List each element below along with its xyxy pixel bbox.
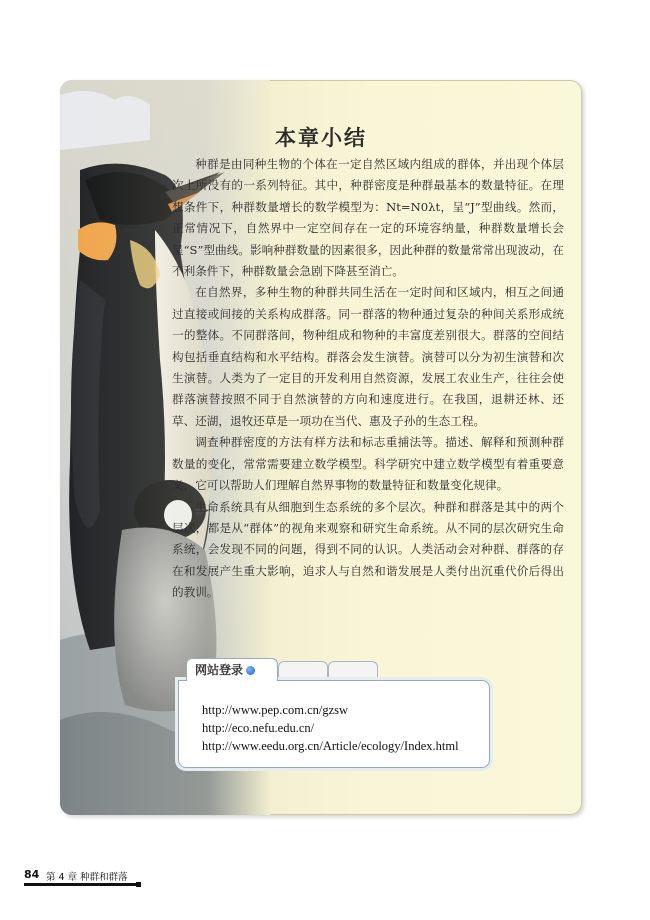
page-footer <box>0 866 650 894</box>
page-number: 84 <box>24 868 40 881</box>
summary-paragraph: 生命系统具有从细胞到生态系统的多个层次。种群和群落是其中的两个层次，都是从“群体”的视角来观察和研究生命系统。从不同的层次研究生命系统，会发现不同的问题，得到不同的认识。人类活动会对种群、群落的存在和发展产生重大影响，追求人与自然和谐发展是人类付出沉重代价后得出的教训。 <box>172 499 564 600</box>
blank-tab <box>278 661 328 681</box>
footer-dot <box>136 882 141 887</box>
website-login-label: 网站登录 <box>195 663 244 677</box>
chapter-label: 第 4 章 种群和群落 <box>46 872 128 883</box>
blank-tab <box>328 661 378 681</box>
footer-rule <box>24 883 136 886</box>
summary-paragraph: 在自然界，多种生物的种群共同生活在一定时间和区域内，相互之间通过直接或间接的关系构成群落。同一群落的物种通过复杂的种间关系形成统一的整体。不同群落间，物种组成和物种的丰富度差别很大。群落的空间结构包括垂直结构和水平结构。群落会发生演替。演替可以分为初生演替和次生演替。人类为了一定目的开发利用自然资源，发展工农业生产，往往会使群落演替按照不同于自然演替的方向和速度进行。在我国，退耕还林、还草、还湖，退牧还草是一项功在当代、惠及子孙的生态工程。 <box>172 285 564 428</box>
summary-paragraph: 调查种群密度的方法有样方法和标志重捕法等。描述、解释和预测种群数量的变化，常常需要建立数学模型。科学研究中建立数学模型有着重要意义，它可以帮助人们理解自然界事物的数量特征和数量变化规律。 <box>172 435 564 493</box>
website-login-box <box>178 658 490 768</box>
chapter-summary-title: 本章小结 <box>275 125 367 150</box>
website-links <box>179 701 459 755</box>
website-link[interactable]: http://www.pep.com.cn/gzsw <box>202 703 349 717</box>
website-link[interactable]: http://eco.nefu.edu.cn/ <box>202 721 315 735</box>
website-login-tab <box>186 658 278 681</box>
website-link[interactable]: http://www.eedu.org.cn/Article/ecology/Index.html <box>202 739 459 753</box>
summary-body <box>172 154 564 604</box>
website-links-box <box>178 680 490 768</box>
summary-paragraph: 种群是由同种生物的个体在一定自然区域内组成的群体，并出现个体层次上所没有的一系列特征。其中，种群密度是种群最基本的数量特征。在理想条件下，种群数量增长的数学模型为：Nt=N0λt，呈“J”型曲线。然而，正常情况下，自然界中一定空间存在一定的环境容纳量，种群数量增长会呈“S”型曲线。影响种群数量的因素很多，因此种群的数量常常出现波动，在不利条件下，种群数量会急剧下降甚至消亡。 <box>172 157 564 279</box>
chapter-summary-panel <box>60 80 582 815</box>
globe-icon <box>246 666 255 675</box>
